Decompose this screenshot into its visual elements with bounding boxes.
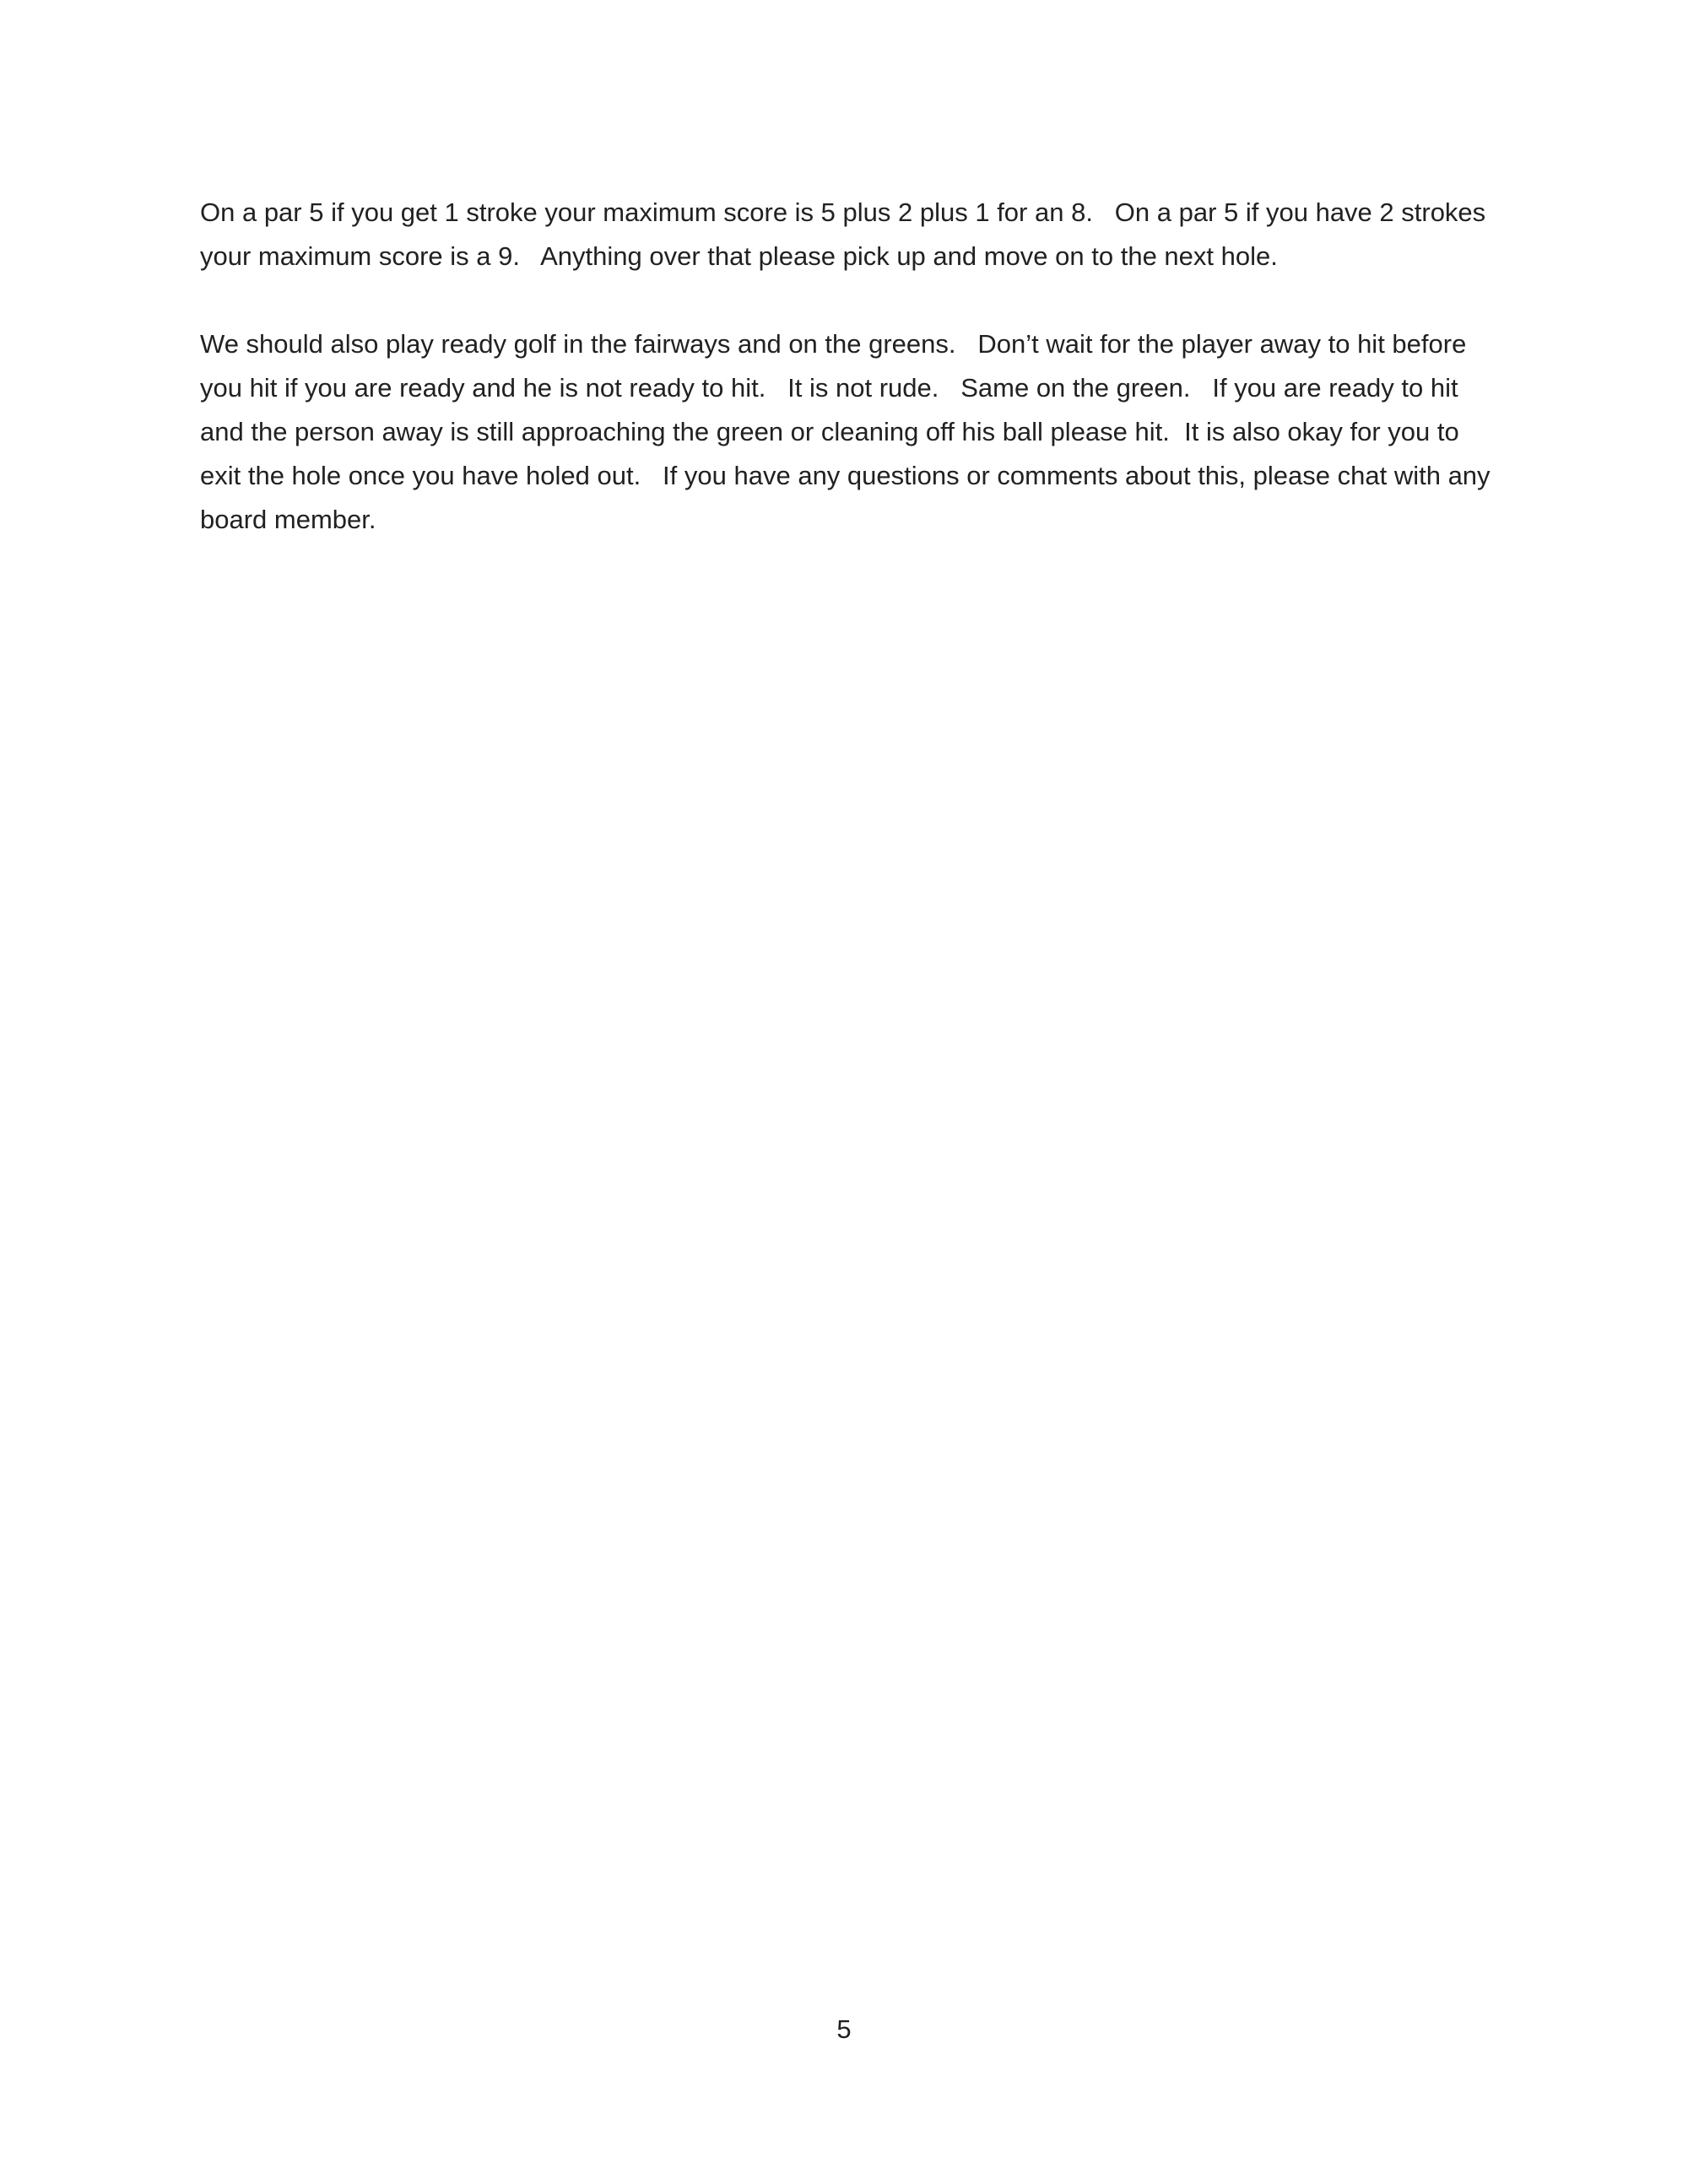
document-text-block xyxy=(200,191,1498,586)
paragraph-max-score-rule: On a par 5 if you get 1 stroke your maximum score is 5 plus 2 plus 1 for an 8. On a par 5 if you have 2 strokes your maximum score is a 9. Anything over that please pick up and move on to the next hole. xyxy=(200,197,1493,271)
paragraph-ready-golf-rule: We should also play ready golf in the fairways and on the greens. Don’t wait for the player away to hit before you hit if you are ready and he is not ready to hit. It is not rude. Same on the green. If you are ready to hit and the person away is still approaching the green or cleaning off his ball please hit. It is also okay for you to exit the hole once you have holed out. If you have any questions or comments about this, please chat with any board member. xyxy=(200,329,1498,534)
page-number: 5 xyxy=(836,2014,852,2044)
